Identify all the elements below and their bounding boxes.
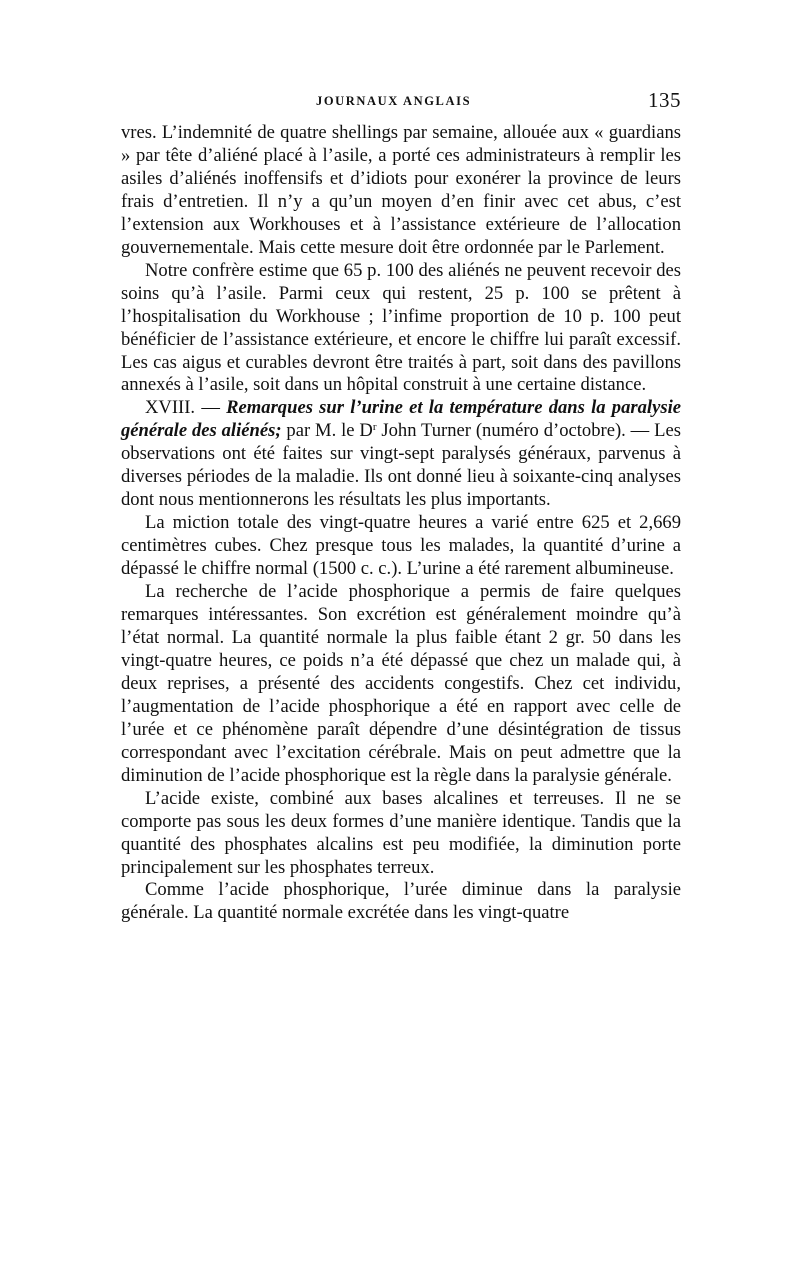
running-head: JOURNAUX ANGLAIS (316, 94, 472, 108)
body-text (121, 122, 681, 925)
article-author-prefix: par M. le D (281, 420, 373, 442)
paragraph: La recherche de l’acide phosphorique a permis de faire quelques remarques intéressantes. Son excrétion est généralement moindre qu’à l’état normal. La quantité normale la plus faible étant 2 gr. 50 dans les vingt-quatre heures, ce poids n’a été dépassé que chez un malade qui, à deux reprises, a présenté des accidents congestifs. Chez cet individu, l’augmentation de l’acide phosphorique a été en rapport avec celle de l’urée et ce phénomène paraît dépendre d’une désintégration de tissus correspondant avec l’excitation cérébrale. Mais on peut admettre que la diminution de l’acide phosphorique est la règle dans la paralysie générale. (121, 581, 681, 786)
paragraph-continuation: vres. L’indemnité de quatre shellings par semaine, allouée aux « guardians » par tête d’aliéné placé à l’asile, a porté ces administrateurs à remplir les asiles d’aliénés inoffensifs et d’idiots pour exonérer la province de leurs frais d’entretien. Il n’y a qu’un moyen d’en finir avec cet abus, c’est l’extension aux Workhouses et à l’assistance extérieure de l’allocation gouvernementale. Mais cette mesure doit être ordonnée par le Parlement. (121, 122, 681, 258)
paragraph: Comme l’acide phosphorique, l’urée diminue dans la paralysie générale. La quantité normale excrétée dans les vingt-quatre (121, 879, 681, 924)
paragraph: L’acide existe, combiné aux bases alcalines et terreuses. Il ne se comporte pas sous les deux formes d’une manière identique. Tandis que la quantité des phosphates alcalins est peu modifiée, la diminution porte principalement sur les phosphates terreux. (121, 787, 681, 878)
section-number: XVIII. — (145, 397, 227, 419)
article-title: Remarques sur l’urine et la température dans la paralysie générale des aliénés; (121, 397, 681, 442)
section-paragraph (121, 397, 681, 512)
page-header (121, 88, 681, 122)
book-page (121, 88, 681, 925)
paragraph: La miction totale des vingt-quatre heures a varié entre 625 et 2,669 centimètres cubes. Chez presque tous les malades, la quantité d’urine a dépassé le chiffre normal (1500 c. c.). L’urine a été rarement albumineuse. (121, 512, 681, 580)
superscript: r (372, 421, 377, 434)
article-summary: John Turner (numéro d’octobre). — Les observations ont été faites sur vingt-sept paralysés généraux, parvenus à diverses périodes de la maladie. Ils ont donné lieu à soixante-cinq analyses dont nous mentionnerons les résultats les plus importants. (121, 420, 681, 511)
paragraph: Notre confrère estime que 65 p. 100 des aliénés ne peuvent recevoir des soins qu’à l’asile. Parmi ceux qui restent, 25 p. 100 se prêtent à l’hospitalisation du Workhouse ; l’infime proportion de 10 p. 100 peut bénéficier de l’assistance extérieure, et encore le chiffre lui paraît excessif. Les cas aigus et curables devront être traités à part, soit dans des pavillons annexés à l’asile, soit dans un hôpital construit à une certaine distance. (121, 259, 681, 396)
page-number: 135 (648, 88, 681, 112)
